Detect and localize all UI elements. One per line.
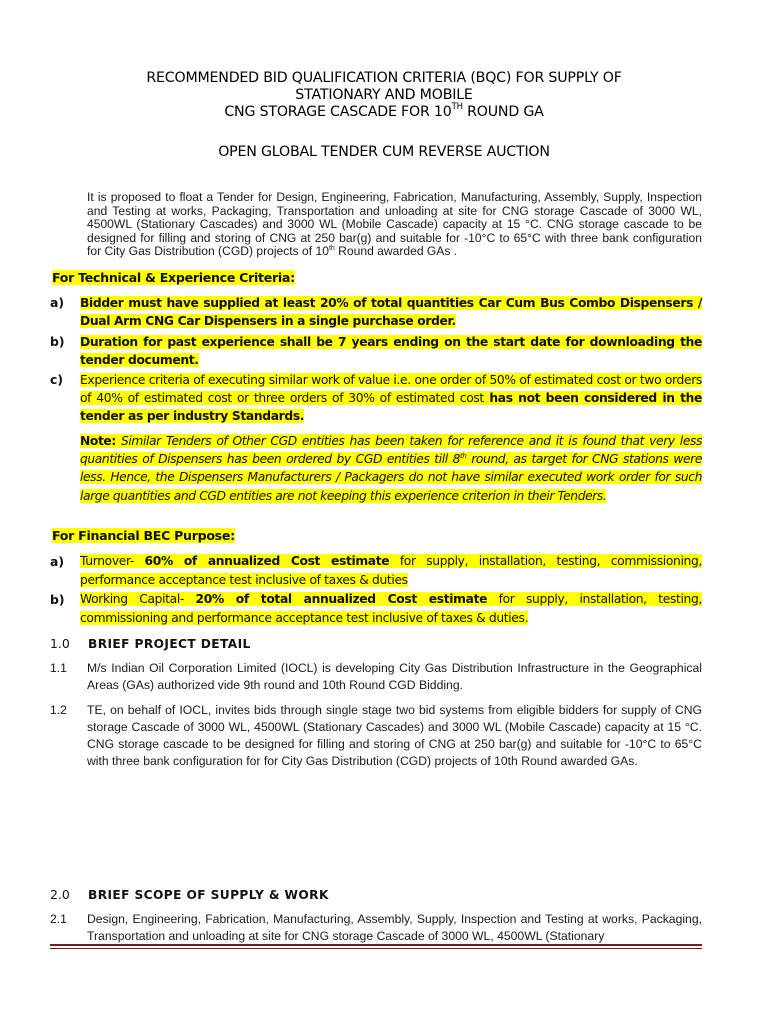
section-1-1-number: 1.1 xyxy=(50,661,67,675)
item-text: Turnover- 60% of annualized Cost estimate for supply, installation, testing, commissioning, performance acceptance test inclusive of taxes & duties xyxy=(80,554,702,587)
item-text: Bidder must have supplied at least 20% of total quantities Car Cum Bus Combo Dispensers / Dual Arm CNG Car Dispensers in a single purchase order. xyxy=(80,296,702,328)
financial-criteria-heading: For Financial BEC Purpose: xyxy=(52,528,235,543)
intro-paragraph: It is proposed to float a Tender for Design, Engineering, Fabrication, Manufacturing, Assembly, Supply, Inspection and Testing at works, Packaging, Transportation and unloading at site for CNG storage Cascade of 3000 WL, 4500WL (Stationary Cascades) and 3000 WL (Mobile Cascade) capacity at 15 °C. CNG storage cascade to be designed for filling and storing of CNG at 250 bar(g) and suitable for -10°C to 65°C with three bank configuration for City Gas Distribution (CGD) projects of 10th Round awarded GAs . xyxy=(87,190,702,259)
item-text: Duration for past experience shall be 7 years ending on the start date for downloading the tender document. xyxy=(80,335,702,367)
section-1-title: BRIEF PROJECT DETAIL xyxy=(88,637,251,651)
item-text: Experience criteria of executing similar work of value i.e. one order of 50% of estimated cost or two orders of 40% of estimated cost or three orders of 30% of estimated cost has not been considered in the tender as per industry Standards. xyxy=(80,373,702,423)
section-2-1-number: 2.1 xyxy=(50,912,67,926)
section-1-2-number: 1.2 xyxy=(50,703,67,717)
title-line-3: CNG STORAGE CASCADE FOR 10TH ROUND GA xyxy=(224,102,544,120)
section-2-number: 2.0 xyxy=(50,887,70,902)
item-label: b) xyxy=(50,334,65,349)
technical-criteria-heading: For Technical & Experience Criteria: xyxy=(52,270,295,285)
item-label: c) xyxy=(50,372,64,387)
footer-rule-thick xyxy=(50,944,702,946)
item-label: b) xyxy=(50,592,65,607)
title-line-2: STATIONARY AND MOBILE xyxy=(295,87,473,103)
item-text: Working Capital- 20% of total annualized Cost estimate for supply, installation, testing, commissioning and performance acceptance test inclusive of taxes & duties. xyxy=(80,592,703,625)
section-2-1-text: Design, Engineering, Fabrication, Manufacturing, Assembly, Supply, Inspection and Testing at works, Packaging, Transportation and unloading at site for CNG storage Cascade of 3000 WL, 4500WL (Stationary xyxy=(87,912,702,943)
footer-rule-thin xyxy=(50,948,702,949)
note-paragraph: Note: Similar Tenders of Other CGD entities has been taken for reference and it is found that very less quantities of Dispensers has been ordered by CGD entities till 8th round, as target for CNG stations were less. Hence, the Dispensers Manufacturers / Packagers do not have similar executed work order for such large quantities and CGD entities are not keeping this experience criterion in their Tenders. xyxy=(80,434,702,503)
section-1-number: 1.0 xyxy=(50,636,70,651)
title-line-1: RECOMMENDED BID QUALIFICATION CRITERIA (BQC) FOR SUPPLY OF xyxy=(146,70,622,86)
document-title xyxy=(60,70,708,121)
section-2-title: BRIEF SCOPE OF SUPPLY & WORK xyxy=(88,888,329,902)
item-label: a) xyxy=(50,554,65,569)
document-subtitle: OPEN GLOBAL TENDER CUM REVERSE AUCTION xyxy=(218,144,550,160)
section-1-1-text: M/s Indian Oil Corporation Limited (IOCL) is developing City Gas Distribution Infrastructure in the Geographical Areas (GAs) authorized vide 9th round and 10th Round CGD Bidding. xyxy=(87,661,702,692)
note-label: Note: xyxy=(80,434,116,448)
section-1-2-text: TE, on behalf of IOCL, invites bids through single stage two bid systems from eligible bidders for supply of CNG storage Cascade of 3000 WL, 4500WL (Stationary Cascades) and 3000 WL (Mobile Cascade) capacity at 15 °C. CNG storage cascade to be designed for filling and storing of CNG at 250 bar(g) and suitable for -10°C to 65°C with three bank configuration for for City Gas Distribution (CGD) projects of 10th Round awarded GAs. xyxy=(87,703,702,768)
item-label: a) xyxy=(50,295,65,310)
